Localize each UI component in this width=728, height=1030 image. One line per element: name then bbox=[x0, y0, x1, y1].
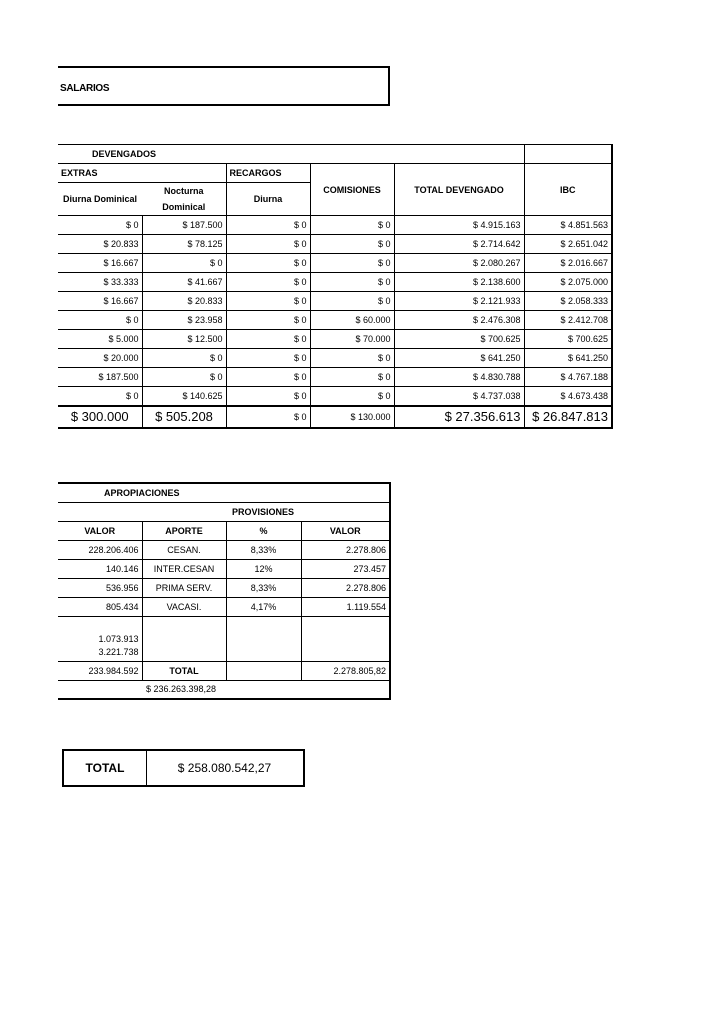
diurna-cell: $ 0 bbox=[226, 368, 310, 387]
recargos-header: RECARGOS bbox=[226, 164, 310, 183]
total-devengado-cell: $ 700.625 bbox=[394, 330, 524, 349]
devengados-header: DEVENGADOS bbox=[58, 145, 524, 164]
nocturna-dominical-cell: $ 0 bbox=[142, 349, 226, 368]
aporte-cell: CESAN. bbox=[142, 540, 226, 559]
aporte-cell: PRIMA SERV. bbox=[142, 578, 226, 597]
provisiones-total-label: TOTAL bbox=[142, 661, 226, 680]
header-empty-cell bbox=[524, 145, 612, 164]
extras-header: EXTRAS bbox=[58, 164, 226, 183]
apropiaciones-table bbox=[58, 482, 391, 700]
table-row bbox=[58, 216, 612, 235]
ibc-cell: $ 2.058.333 bbox=[524, 292, 612, 311]
total-devengado-cell: $ 4.737.038 bbox=[394, 387, 524, 406]
total-devengado-cell: $ 2.476.308 bbox=[394, 311, 524, 330]
diurna-dominical-cell: $ 16.667 bbox=[58, 254, 142, 273]
diurna-cell: $ 0 bbox=[226, 330, 310, 349]
total-comisiones: $ 130.000 bbox=[310, 406, 394, 428]
total-diurna: $ 0 bbox=[226, 406, 310, 428]
diurna-dominical-cell: $ 33.333 bbox=[58, 273, 142, 292]
grand-value: $ 236.263.398,28 bbox=[142, 680, 390, 699]
ibc-cell: $ 641.250 bbox=[524, 349, 612, 368]
comisiones-cell: $ 0 bbox=[310, 292, 394, 311]
valor-cell: 140.146 bbox=[58, 559, 142, 578]
diurna-dominical-cell: $ 20.000 bbox=[58, 349, 142, 368]
total-devengado: $ 27.356.613 bbox=[394, 406, 524, 428]
diurna-dominical-cell: $ 5.000 bbox=[58, 330, 142, 349]
nocturna-dominical-cell: $ 12.500 bbox=[142, 330, 226, 349]
ibc-cell: $ 2.016.667 bbox=[524, 254, 612, 273]
ibc-cell: $ 2.412.708 bbox=[524, 311, 612, 330]
empty-cell bbox=[226, 616, 301, 661]
total-devengado-cell: $ 2.080.267 bbox=[394, 254, 524, 273]
comisiones-cell: $ 70.000 bbox=[310, 330, 394, 349]
diurna-dominical-cell: $ 187.500 bbox=[58, 368, 142, 387]
provision-valor-cell: 2.278.806 bbox=[301, 540, 390, 559]
table-row bbox=[58, 273, 612, 292]
table-row bbox=[58, 368, 612, 387]
total-ibc: $ 26.847.813 bbox=[524, 406, 612, 428]
valor2-header: VALOR bbox=[301, 521, 390, 540]
table-row bbox=[58, 540, 390, 559]
table-row bbox=[58, 387, 612, 406]
comisiones-cell: $ 0 bbox=[310, 349, 394, 368]
ibc-cell: $ 4.851.563 bbox=[524, 216, 612, 235]
total-value: $ 258.080.542,27 bbox=[177, 761, 272, 775]
table-row bbox=[58, 330, 612, 349]
empty-cell bbox=[58, 680, 142, 699]
total-diurna-dominical: $ 300.000 bbox=[58, 406, 142, 428]
total-devengado-cell: $ 2.121.933 bbox=[394, 292, 524, 311]
total-devengado-header: TOTAL DEVENGADO bbox=[394, 164, 524, 216]
table-row bbox=[58, 311, 612, 330]
empty-cell bbox=[226, 661, 301, 680]
provisiones-total-value: 2.278.805,82 bbox=[301, 661, 390, 680]
table-row bbox=[58, 597, 390, 616]
table-row bbox=[58, 578, 390, 597]
diurna-cell: $ 0 bbox=[226, 254, 310, 273]
nocturna-dominical-cell: $ 20.833 bbox=[142, 292, 226, 311]
total-devengado-cell: $ 641.250 bbox=[394, 349, 524, 368]
extra-value-2: 3.221.738 bbox=[58, 644, 142, 661]
diurna-cell: $ 0 bbox=[226, 216, 310, 235]
diurna-cell: $ 0 bbox=[226, 349, 310, 368]
provision-valor-cell: 273.457 bbox=[301, 559, 390, 578]
diurna-cell: $ 0 bbox=[226, 311, 310, 330]
table-row bbox=[58, 254, 612, 273]
provisiones-spacer bbox=[58, 502, 226, 521]
total-devengado-cell: $ 4.830.788 bbox=[394, 368, 524, 387]
extra-value-1: 1.073.913 bbox=[58, 616, 142, 644]
empty-cell bbox=[142, 616, 226, 661]
title-box bbox=[58, 66, 390, 106]
diurna-dominical-cell: $ 0 bbox=[58, 311, 142, 330]
diurna-dominical-cell: $ 16.667 bbox=[58, 292, 142, 311]
ibc-cell: $ 700.625 bbox=[524, 330, 612, 349]
total-box bbox=[62, 749, 305, 787]
aporte-cell: INTER.CESAN bbox=[142, 559, 226, 578]
ibc-cell: $ 4.673.438 bbox=[524, 387, 612, 406]
comisiones-header: COMISIONES bbox=[310, 164, 394, 216]
comisiones-cell: $ 0 bbox=[310, 235, 394, 254]
total-devengado-cell: $ 2.714.642 bbox=[394, 235, 524, 254]
total-devengado-cell: $ 2.138.600 bbox=[394, 273, 524, 292]
nocturna-dominical-cell: $ 0 bbox=[142, 254, 226, 273]
nocturna-dominical-cell: $ 41.667 bbox=[142, 273, 226, 292]
percent-header: % bbox=[226, 521, 301, 540]
total-nocturna-dominical: $ 505.208 bbox=[142, 406, 226, 428]
valor-cell: 536.956 bbox=[58, 578, 142, 597]
comisiones-cell: $ 0 bbox=[310, 254, 394, 273]
valor-header: VALOR bbox=[58, 521, 142, 540]
apropiaciones-header: APROPIACIONES bbox=[58, 483, 390, 502]
total-devengado-cell: $ 4.915.163 bbox=[394, 216, 524, 235]
diurna-cell: $ 0 bbox=[226, 235, 310, 254]
comisiones-cell: $ 0 bbox=[310, 387, 394, 406]
valor-cell: 228.206.406 bbox=[58, 540, 142, 559]
page-title: SALARIOS bbox=[60, 83, 110, 94]
ibc-cell: $ 2.075.000 bbox=[524, 273, 612, 292]
aporte-cell: VACASI. bbox=[142, 597, 226, 616]
valor-cell: 805.434 bbox=[58, 597, 142, 616]
diurna-header: Diurna bbox=[226, 183, 310, 216]
sum-value: 233.984.592 bbox=[58, 661, 142, 680]
totals-row bbox=[58, 406, 612, 428]
nocturna-dominical-cell: $ 140.625 bbox=[142, 387, 226, 406]
comisiones-cell: $ 60.000 bbox=[310, 311, 394, 330]
diurna-cell: $ 0 bbox=[226, 292, 310, 311]
ibc-cell: $ 4.767.188 bbox=[524, 368, 612, 387]
ibc-header: IBC bbox=[524, 164, 612, 216]
aporte-header: APORTE bbox=[142, 521, 226, 540]
percent-cell: 4,17% bbox=[226, 597, 301, 616]
nocturna-dominical-cell: $ 78.125 bbox=[142, 235, 226, 254]
provisiones-header: PROVISIONES bbox=[226, 502, 390, 521]
diurna-cell: $ 0 bbox=[226, 273, 310, 292]
comisiones-cell: $ 0 bbox=[310, 216, 394, 235]
nocturna-dominical-cell: $ 0 bbox=[142, 368, 226, 387]
ibc-cell: $ 2.651.042 bbox=[524, 235, 612, 254]
comisiones-cell: $ 0 bbox=[310, 368, 394, 387]
devengados-table bbox=[58, 144, 613, 429]
diurna-dominical-cell: $ 20.833 bbox=[58, 235, 142, 254]
nocturna-dominical-cell: $ 23.958 bbox=[142, 311, 226, 330]
total-label: TOTAL bbox=[64, 751, 147, 785]
provision-valor-cell: 1.119.554 bbox=[301, 597, 390, 616]
diurna-dominical-cell: $ 0 bbox=[58, 387, 142, 406]
diurna-cell: $ 0 bbox=[226, 387, 310, 406]
empty-cell bbox=[301, 616, 390, 661]
percent-cell: 8,33% bbox=[226, 540, 301, 559]
percent-cell: 8,33% bbox=[226, 578, 301, 597]
percent-cell: 12% bbox=[226, 559, 301, 578]
nocturna-dominical-cell: $ 187.500 bbox=[142, 216, 226, 235]
comisiones-cell: $ 0 bbox=[310, 273, 394, 292]
diurna-dominical-cell: $ 0 bbox=[58, 216, 142, 235]
provision-valor-cell: 2.278.806 bbox=[301, 578, 390, 597]
table-row bbox=[58, 349, 612, 368]
table-row bbox=[58, 235, 612, 254]
table-row bbox=[58, 559, 390, 578]
diurna-dominical-header: Diurna Dominical bbox=[58, 183, 142, 216]
nocturna-dominical-header: Nocturna Dominical bbox=[142, 183, 226, 216]
table-row bbox=[58, 292, 612, 311]
